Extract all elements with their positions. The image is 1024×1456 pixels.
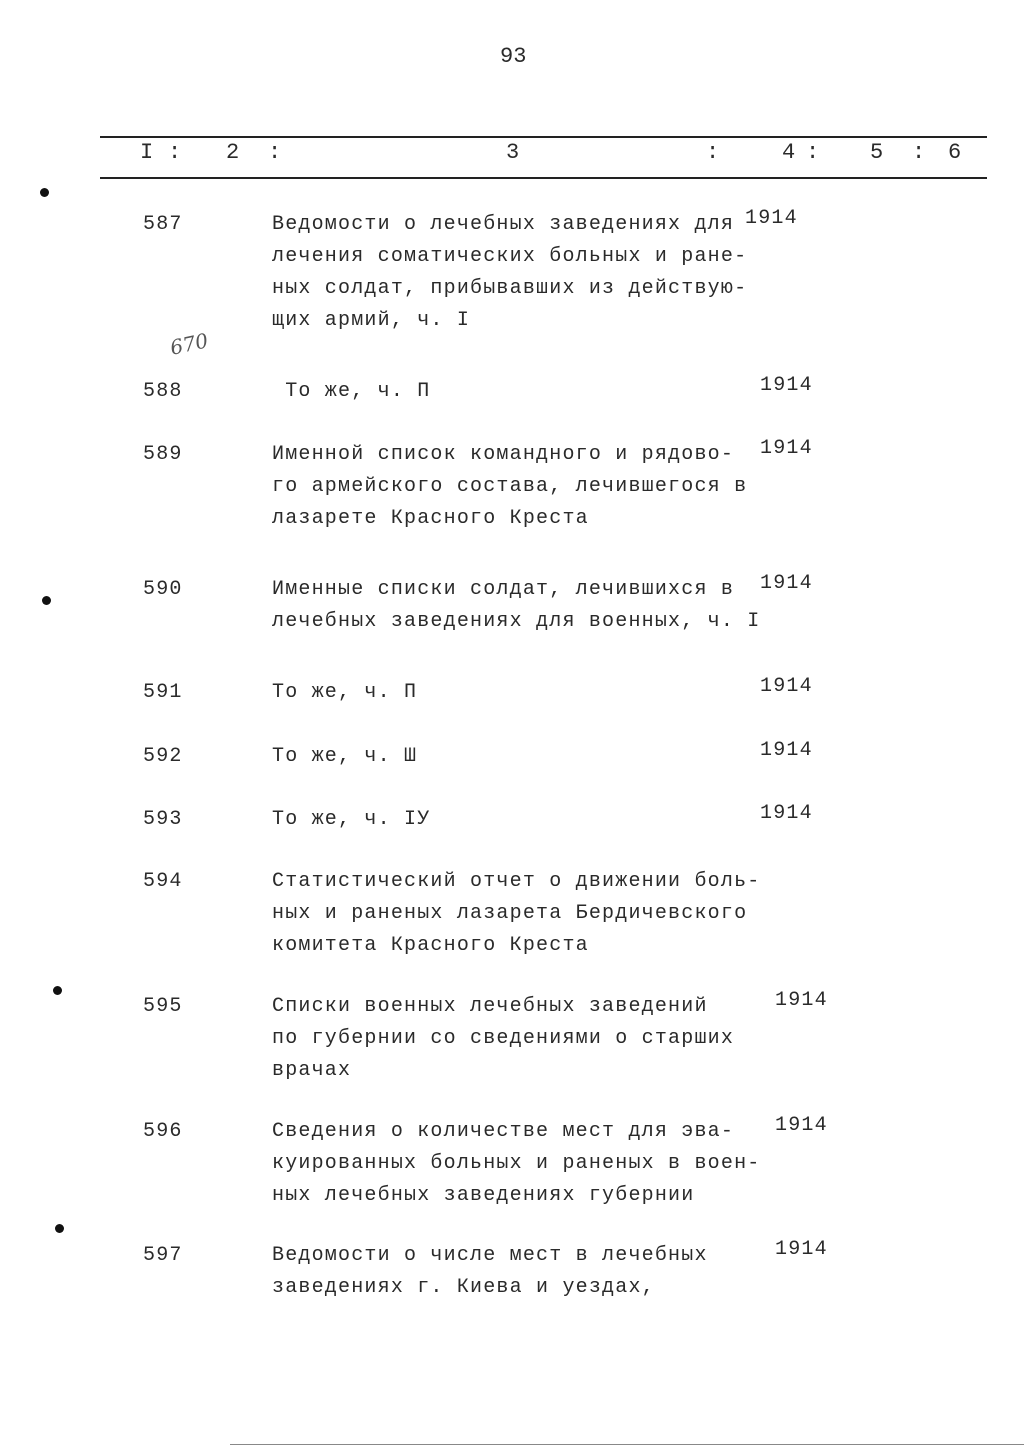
entry-title-line: заведениях г. Киева и уездах, [272, 1276, 655, 1299]
entry-title-line: лазарете Красного Креста [272, 507, 589, 530]
entry-number: 595 [143, 995, 183, 1018]
column-header-2: 2 [226, 140, 240, 165]
entry-year: 1914 [760, 675, 813, 698]
entry-title-line: Статистический отчет о движении боль- [272, 870, 761, 893]
header-top-rule [100, 136, 987, 138]
handwritten-note: 670 [167, 328, 211, 360]
entry-title-line: лечебных заведениях для военных, ч. I [272, 610, 761, 633]
entry-title [272, 804, 430, 836]
entry-number: 594 [143, 870, 183, 893]
column-header-4: 4 [782, 140, 796, 165]
entry-title [272, 1240, 708, 1304]
entry-title-line: Именные списки солдат, лечившихся в [272, 578, 735, 601]
entry-year: 1914 [775, 1238, 828, 1261]
entry-year: 1914 [760, 802, 813, 825]
punch-hole-mark [53, 986, 62, 995]
entry-year: 1914 [760, 739, 813, 762]
entry-number: 593 [143, 808, 183, 831]
entry-year: 1914 [760, 572, 813, 595]
entry-title [272, 741, 417, 773]
column-separator: : [912, 140, 926, 165]
entry-title [272, 376, 430, 408]
entry-title-line: То же, ч. IУ [272, 808, 431, 831]
column-header-3: 3 [506, 140, 520, 165]
entry-title-line: ных лечебных заведениях губернии [272, 1184, 695, 1207]
column-header-I: I [140, 140, 154, 165]
entry-year: 1914 [775, 989, 828, 1012]
header-bottom-rule [100, 177, 987, 179]
entry-title-line: лечения соматических больных и ране- [272, 245, 748, 268]
entry-title-line: комитета Красного Креста [272, 934, 589, 957]
entry-number: 596 [143, 1120, 183, 1143]
entry-title-line: То же, ч. Ш [272, 745, 418, 768]
entry-number: 588 [143, 380, 183, 403]
column-separator: : [168, 140, 182, 165]
punch-hole-mark [42, 596, 51, 605]
entry-title-line: ных и раненых лазарета Бердичевского [272, 902, 748, 925]
entry-title [272, 209, 747, 337]
punch-hole-mark [55, 1224, 64, 1233]
entry-number: 587 [143, 213, 183, 236]
column-separator: : [268, 140, 282, 165]
entry-title [272, 1116, 760, 1212]
punch-hole-mark [40, 188, 49, 197]
entry-title-line: Ведомости о числе мест в лечебных [272, 1244, 708, 1267]
entry-title [272, 677, 417, 709]
entry-title-line: То же, ч. П [272, 380, 431, 403]
column-separator: : [806, 140, 820, 165]
bottom-edge-line [230, 1444, 1024, 1445]
entry-title [272, 991, 734, 1087]
entry-title-line: го армейского состава, лечившегося в [272, 475, 748, 498]
entry-title-line: Списки военных лечебных заведений [272, 995, 708, 1018]
entry-number: 591 [143, 681, 183, 704]
entry-number: 590 [143, 578, 183, 601]
entry-number: 589 [143, 443, 183, 466]
entry-title-line: щих армий, ч. I [272, 309, 471, 332]
entry-title-line: врачах [272, 1059, 352, 1082]
entry-title-line: То же, ч. П [272, 681, 418, 704]
entry-year: 1914 [775, 1114, 828, 1137]
entry-title-line: ных солдат, прибывавших из действую- [272, 277, 748, 300]
entry-title-line: Ведомости о лечебных заведениях для [272, 213, 735, 236]
entry-title-line: куированных больных и раненых в воен- [272, 1152, 761, 1175]
entry-number: 597 [143, 1244, 183, 1267]
entry-year: 1914 [760, 437, 813, 460]
column-header-5: 5 [870, 140, 884, 165]
entry-title-line: Именной список командного и рядово- [272, 443, 735, 466]
entry-title [272, 574, 760, 638]
page-number: 93 [500, 44, 527, 69]
entry-title-line: Сведения о количестве мест для эва- [272, 1120, 735, 1143]
entry-title [272, 439, 747, 535]
entry-year: 1914 [745, 207, 798, 230]
entry-title-line: по губернии со сведениями о старших [272, 1027, 735, 1050]
entry-year: 1914 [760, 374, 813, 397]
column-separator: : [706, 140, 720, 165]
entry-title [272, 866, 760, 962]
entry-number: 592 [143, 745, 183, 768]
column-header-6: 6 [948, 140, 962, 165]
